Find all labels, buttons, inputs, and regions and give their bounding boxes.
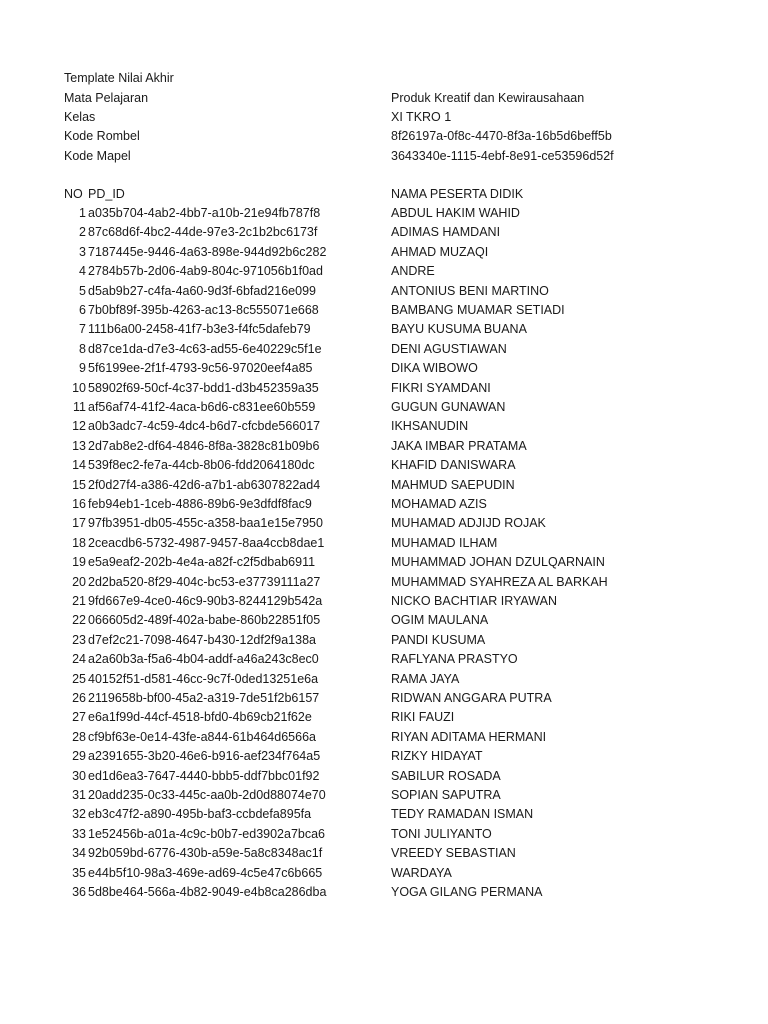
row-nama: MOHAMAD AZIS: [391, 497, 487, 511]
table-row: [0, 805, 768, 824]
row-nama: ANDRE: [391, 264, 435, 279]
row-pd-id: 2f0d27f4-a386-42d6-a7b1-ab6307822ad4: [88, 477, 321, 492]
row-pd-id: 92b059bd-6776-430b-a59e-5a8c8348ac1f: [88, 846, 323, 861]
row-no: 32: [72, 807, 86, 822]
row-pd-id: e5a9eaf2-202b-4e4a-a82f-c2f5dbab6911: [88, 555, 316, 570]
table-row: [0, 223, 768, 242]
row-pd-id: 2119658b-bf00-45a2-a319-7de51f2b6157: [88, 691, 320, 705]
row-nama: SOPIAN SAPUTRA: [391, 788, 501, 802]
table-row: [0, 379, 768, 398]
row-pd-id: 97fb3951-db05-455c-a358-baa1e15e7950: [88, 516, 323, 531]
row-nama: YOGA GILANG PERMANA: [391, 885, 543, 899]
row-nama: MUHAMMAD JOHAN DZULQARNAIN: [391, 555, 605, 570]
row-no: 1: [79, 206, 86, 220]
template-title-line: [0, 69, 768, 88]
row-nama: DENI AGUSTIAWAN: [391, 341, 507, 356]
row-pd-id: 20add235-0c33-445c-aa0b-2d0d88074e70: [88, 788, 326, 802]
row-no: 6: [79, 303, 86, 317]
table-row: [0, 631, 768, 650]
table-row: [0, 708, 768, 727]
row-no: 20: [72, 574, 86, 589]
row-no: 33: [72, 826, 86, 841]
row-no: 5: [79, 283, 86, 298]
row-no: 27: [72, 710, 86, 725]
table-row: [0, 282, 768, 301]
row-nama: TEDY RAMADAN ISMAN: [391, 807, 534, 822]
row-nama: BAMBANG MUAMAR SETIADI: [391, 303, 565, 317]
column-header-no: NO: [64, 187, 83, 201]
table-row: [0, 592, 768, 611]
table-row: [0, 747, 768, 766]
row-nama: BAYU KUSUMA BUANA: [391, 322, 527, 337]
row-nama: NICKO BACHTIAR IRYAWAN: [391, 594, 557, 608]
row-pd-id: a0b3adc7-4c59-4dc4-b6d7-cfcbde566017: [88, 419, 321, 434]
table-row: [0, 825, 768, 844]
template-title: Template Nilai Akhir: [64, 71, 174, 85]
row-no: 21: [72, 594, 86, 608]
column-header-nama: NAMA PESERTA DIDIK: [391, 187, 524, 201]
row-no: 25: [72, 671, 86, 686]
row-no: 26: [72, 691, 86, 705]
row-pd-id: 7b0bf89f-395b-4263-ac13-8c555071e668: [88, 303, 319, 317]
field-label-kode-rombel: Kode Rombel: [64, 129, 140, 143]
row-pd-id: 2ceacdb6-5732-4987-9457-8aa4ccb8dae1: [88, 535, 325, 550]
row-pd-id: 2784b57b-2d06-4ab9-804c-971056b1f0ad: [88, 264, 323, 279]
row-no: 31: [72, 788, 86, 802]
row-nama: MAHMUD SAEPUDIN: [391, 477, 515, 492]
row-no: 24: [72, 652, 86, 667]
row-nama: FIKRI SYAMDANI: [391, 380, 491, 395]
table-row: [0, 553, 768, 572]
field-value-kode-rombel: 8f26197a-0f8c-4470-8f3a-16b5d6beff5b: [391, 129, 612, 143]
table-row: [0, 883, 768, 902]
row-no: 10: [72, 380, 86, 395]
row-no: 3: [79, 244, 86, 259]
row-no: 19: [72, 555, 86, 570]
row-pd-id: a035b704-4ab2-4bb7-a10b-21e94fb787f8: [88, 206, 321, 220]
row-pd-id: 539f8ec2-fe7a-44cb-8b06-fdd2064180dc: [88, 458, 315, 473]
row-no: 17: [72, 516, 86, 531]
row-pd-id: 1e52456b-a01a-4c9c-b0b7-ed3902a7bca6: [88, 826, 326, 841]
header-field-row: [0, 147, 768, 166]
row-pd-id: 2d2ba520-8f29-404c-bc53-e37739111a27: [88, 574, 321, 589]
row-pd-id: d7ef2c21-7098-4647-b430-12df2f9a138a: [88, 632, 316, 647]
row-nama: SABILUR ROSADA: [391, 768, 501, 783]
row-pd-id: a2a60b3a-f5a6-4b04-addf-a46a243c8ec0: [88, 652, 319, 667]
row-pd-id: 58902f69-50cf-4c37-bdd1-d3b452359a35: [88, 380, 319, 395]
row-nama: RIDWAN ANGGARA PUTRA: [391, 691, 552, 705]
table-row: [0, 767, 768, 786]
table-row: [0, 650, 768, 669]
row-pd-id: 9fd667e9-4ce0-46c9-90b3-8244129b542a: [88, 594, 323, 608]
row-pd-id: cf9bf63e-0e14-43fe-a844-61b464d6566a: [88, 729, 316, 744]
table-row: [0, 844, 768, 863]
row-no: 11: [73, 400, 86, 414]
row-pd-id: 5d8be464-566a-4b82-9049-e4b8ca286dba: [88, 885, 327, 899]
table-row: [0, 301, 768, 320]
row-nama: TONI JULIYANTO: [391, 826, 492, 841]
row-no: 22: [72, 613, 86, 628]
row-nama: RIZKY HIDAYAT: [391, 749, 483, 764]
header-field-row: [0, 127, 768, 146]
row-nama: RAFLYANA PRASTYO: [391, 652, 518, 667]
row-pd-id: ed1d6ea3-7647-4440-bbb5-ddf7bbc01f92: [88, 768, 320, 783]
table-row: [0, 417, 768, 436]
row-no: 36: [72, 885, 86, 899]
table-row: [0, 689, 768, 708]
field-label-kode-mapel: Kode Mapel: [64, 149, 131, 163]
row-nama: MUHAMAD ADJIJD ROJAK: [391, 516, 546, 531]
table-row: [0, 262, 768, 281]
row-no: 4: [79, 264, 86, 279]
row-pd-id: 5f6199ee-2f1f-4793-9c56-97020eef4a85: [88, 361, 313, 376]
table-row: [0, 864, 768, 883]
row-nama: GUGUN GUNAWAN: [391, 400, 506, 414]
row-pd-id: d5ab9b27-c4fa-4a60-9d3f-6bfad216e099: [88, 283, 316, 298]
table-row: [0, 359, 768, 378]
row-nama: WARDAYA: [391, 865, 452, 880]
row-pd-id: feb94eb1-1ceb-4886-89b6-9e3dfdf8fac9: [88, 497, 312, 511]
header-field-row: [0, 108, 768, 127]
row-nama: ABDUL HAKIM WAHID: [391, 206, 520, 220]
table-row: [0, 340, 768, 359]
row-no: 14: [72, 458, 86, 473]
row-no: 7: [79, 322, 86, 337]
row-nama: OGIM MAULANA: [391, 613, 489, 628]
row-pd-id: eb3c47f2-a890-495b-baf3-ccbdefa895fa: [88, 807, 312, 822]
field-label-mata-pelajaran: Mata Pelajaran: [64, 91, 149, 105]
table-row: [0, 573, 768, 592]
row-no: 35: [72, 865, 86, 880]
row-nama: KHAFID DANISWARA: [391, 458, 516, 473]
row-pd-id: e6a1f99d-44cf-4518-bfd0-4b69cb21f62e: [88, 710, 312, 725]
row-nama: MUHAMAD ILHAM: [391, 535, 498, 550]
table-row: [0, 514, 768, 533]
row-nama: MUHAMMAD SYAHREZA AL BARKAH: [391, 574, 608, 589]
column-header-pd-id: PD_ID: [88, 187, 125, 201]
row-no: 9: [79, 361, 86, 376]
row-nama: RAMA JAYA: [391, 671, 460, 686]
table-row: [0, 320, 768, 339]
row-no: 30: [72, 768, 86, 783]
row-nama: PANDI KUSUMA: [391, 632, 486, 647]
field-value-kelas: XI TKRO 1: [391, 110, 452, 124]
header-field-row: [0, 89, 768, 108]
row-no: 8: [79, 341, 86, 356]
table-row: [0, 670, 768, 689]
row-nama: ANTONIUS BENI MARTINO: [391, 283, 549, 298]
table-row: [0, 437, 768, 456]
row-no: 23: [72, 632, 86, 647]
table-header-row: [0, 185, 768, 204]
field-label-kelas: Kelas: [64, 110, 96, 124]
field-value-mata-pelajaran: Produk Kreatif dan Kewirausahaan: [391, 91, 585, 105]
table-row: [0, 728, 768, 747]
table-row: [0, 534, 768, 553]
row-pd-id: e44b5f10-98a3-469e-ad69-4c5e47c6b665: [88, 865, 323, 880]
row-pd-id: 7187445e-9446-4a63-898e-944d92b6c282: [88, 244, 327, 259]
row-nama: VREEDY SEBASTIAN: [391, 846, 516, 861]
row-nama: ADIMAS HAMDANI: [391, 225, 501, 240]
row-no: 15: [72, 477, 86, 492]
field-value-kode-mapel: 3643340e-1115-4ebf-8e91-ce53596d52f: [391, 149, 614, 163]
row-pd-id: 87c68d6f-4bc2-44de-97e3-2c1b2bc6173f: [88, 225, 318, 240]
row-no: 18: [72, 535, 86, 550]
table-row: [0, 611, 768, 630]
row-pd-id: a2391655-3b20-46e6-b916-aef234f764a5: [88, 749, 321, 764]
row-pd-id: d87ce1da-d7e3-4c63-ad55-6e40229c5f1e: [88, 341, 322, 356]
row-pd-id: 40152f51-d581-46cc-9c7f-0ded13251e6a: [88, 671, 319, 686]
row-no: 2: [79, 225, 86, 240]
row-pd-id: 111b6a00-2458-41f7-b3e3-f4fc5dafeb79: [88, 322, 311, 337]
table-row: [0, 456, 768, 475]
row-nama: DIKA WIBOWO: [391, 361, 478, 376]
row-no: 29: [72, 749, 86, 764]
row-no: 34: [72, 846, 86, 861]
row-nama: RIYAN ADITAMA HERMANI: [391, 729, 547, 744]
row-no: 16: [72, 497, 86, 511]
row-pd-id: af56af74-41f2-4aca-b6d6-c831ee60b559: [88, 400, 316, 414]
table-row: [0, 476, 768, 495]
table-row: [0, 243, 768, 262]
row-nama: IKHSANUDIN: [391, 419, 469, 434]
row-pd-id: 066605d2-489f-402a-babe-860b22851f05: [88, 613, 321, 628]
row-nama: RIKI FAUZI: [391, 710, 455, 725]
row-pd-id: 2d7ab8e2-df64-4846-8f8a-3828c81b09b6: [88, 438, 320, 453]
row-no: 12: [72, 419, 86, 434]
row-nama: AHMAD MUZAQI: [391, 244, 489, 259]
row-no: 13: [72, 438, 86, 453]
table-row: [0, 398, 768, 417]
row-nama: JAKA IMBAR PRATAMA: [391, 438, 527, 453]
table-row: [0, 204, 768, 223]
table-row: [0, 786, 768, 805]
table-row: [0, 495, 768, 514]
row-no: 28: [72, 729, 86, 744]
